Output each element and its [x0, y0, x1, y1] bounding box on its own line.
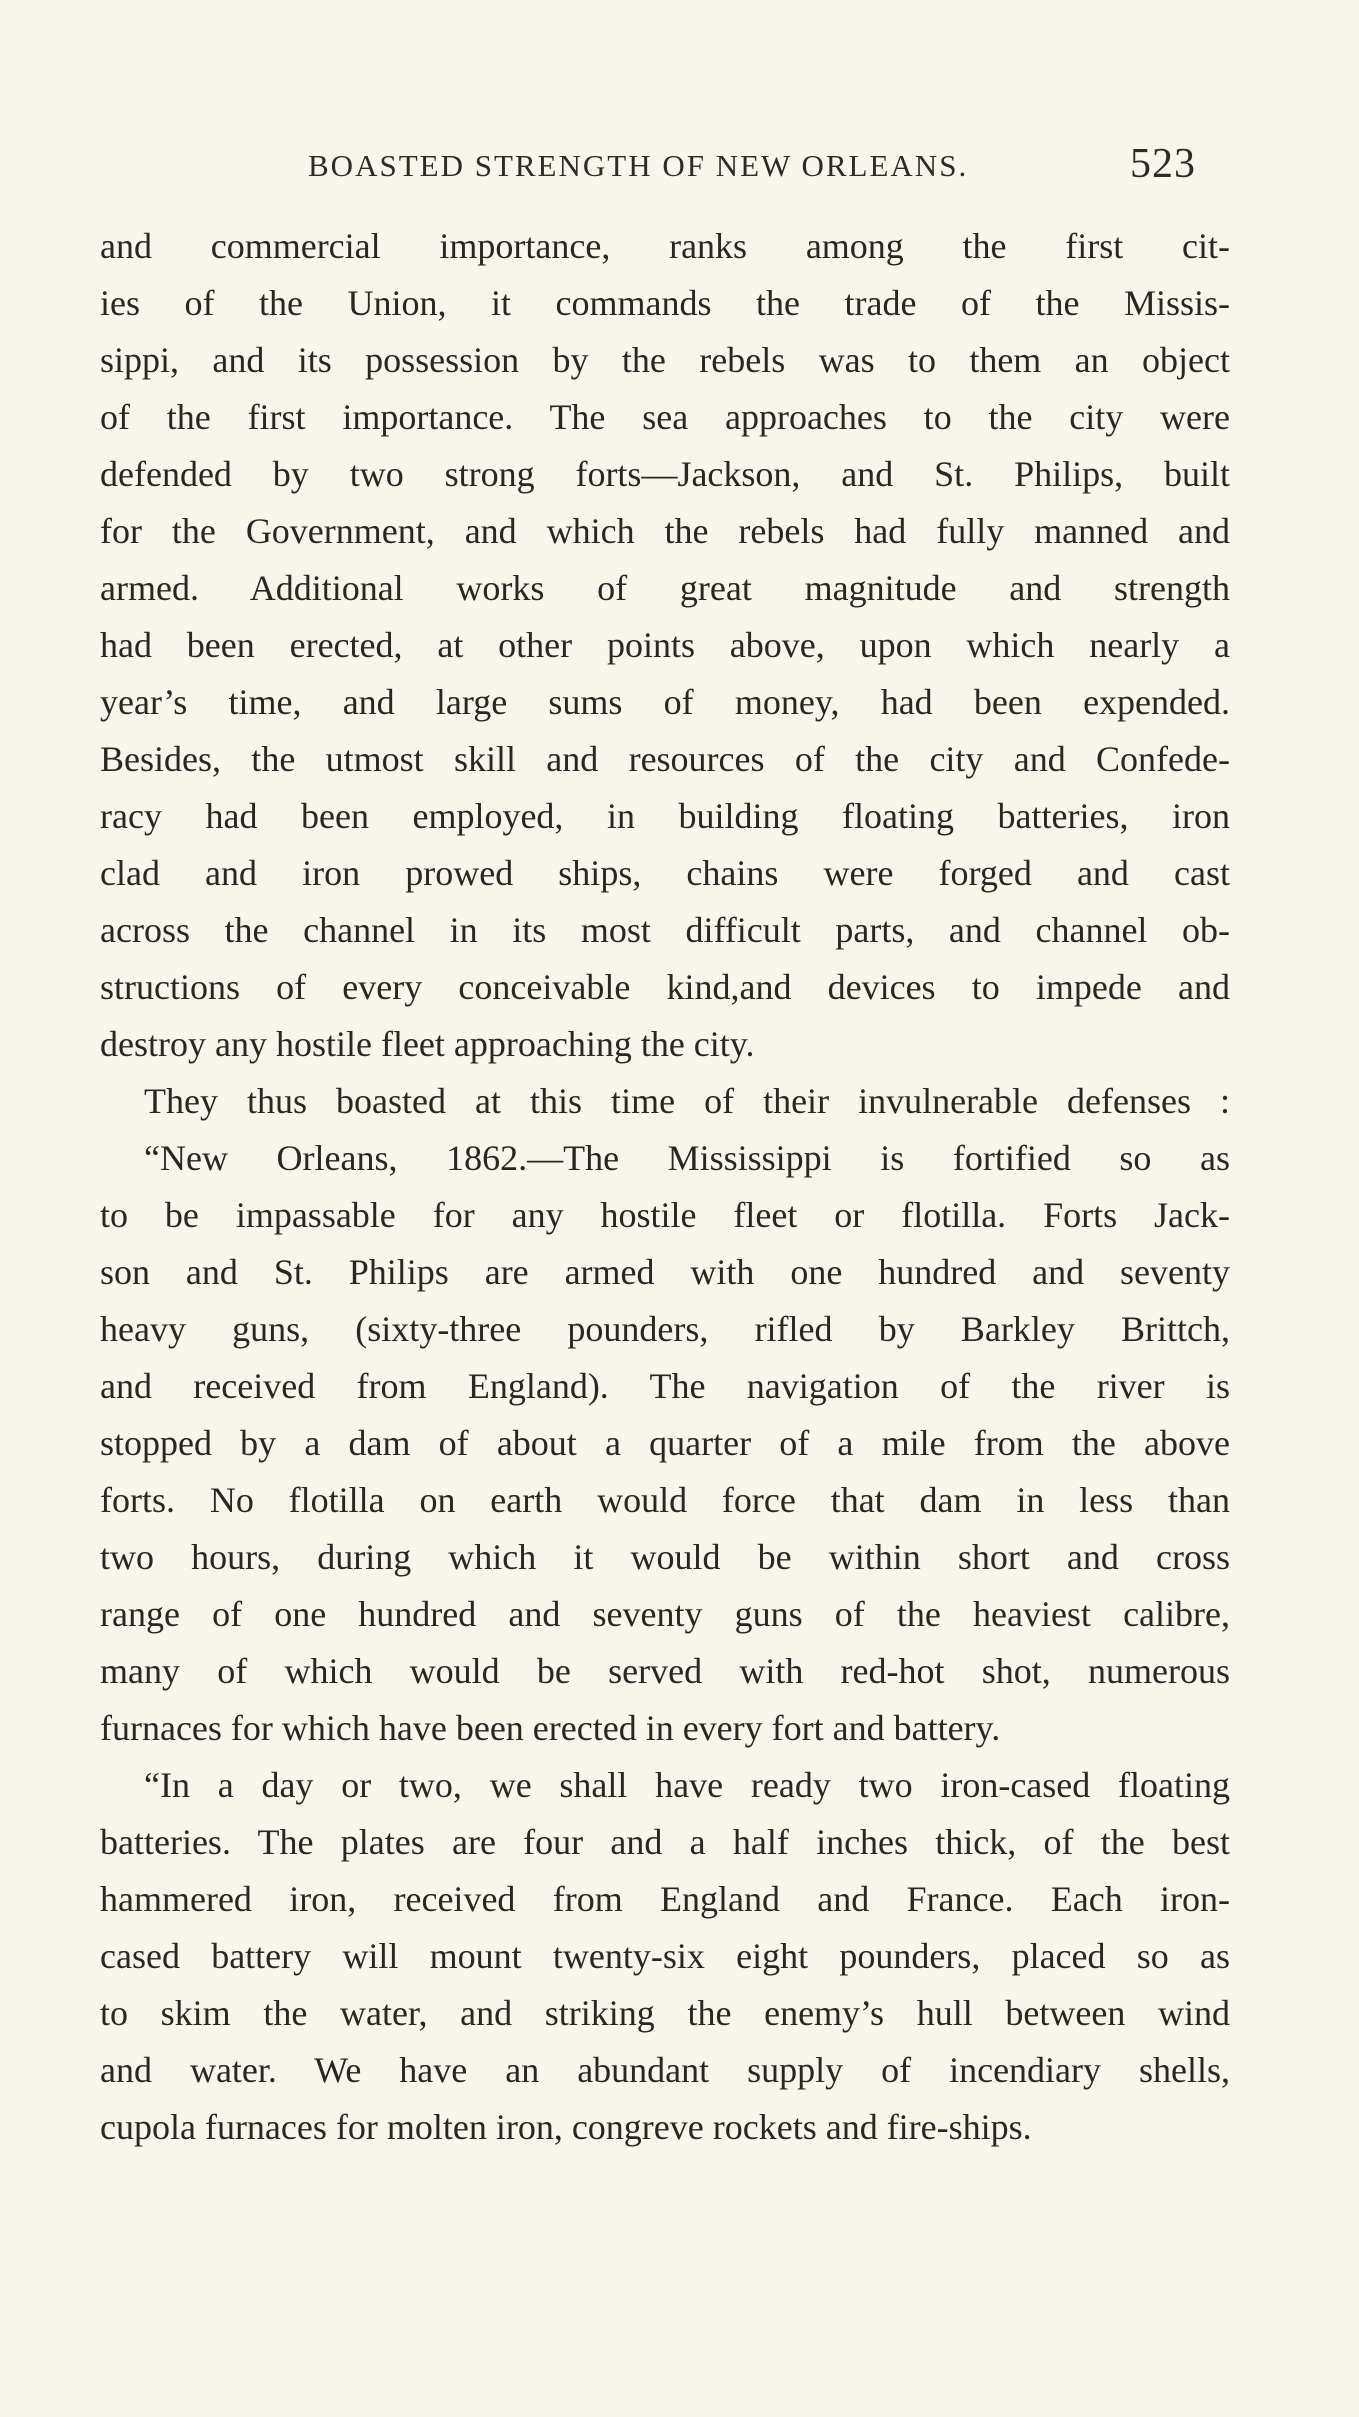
text-line: “New Orleans, 1862.—The Mississippi is fortified so as — [144, 1138, 1230, 1178]
text-line: They thus boasted at this time of their invulnerable defenses : — [144, 1081, 1230, 1121]
text-line: clad and iron prowed ships, chains were forged and cast — [100, 853, 1230, 893]
text-line: two hours, during which it would be within short and cross — [100, 1537, 1230, 1577]
text-line: defended by two strong forts—Jackson, and St. Philips, built — [100, 454, 1230, 494]
text-line: sippi, and its possession by the rebels was to them an object — [100, 340, 1230, 380]
body-text — [100, 218, 1230, 2156]
text-line: stopped by a dam of about a quarter of a mile from the above — [100, 1423, 1230, 1463]
text-line: racy had been employed, in building floating batteries, iron — [100, 796, 1230, 836]
text-line: hammered iron, received from England and France. Each iron- — [100, 1879, 1230, 1919]
text-line: cupola furnaces for molten iron, congreve rockets and fire-ships. — [100, 2107, 1032, 2147]
text-line: for the Government, and which the rebels had fully manned and — [100, 511, 1230, 551]
text-line: year’s time, and large sums of money, had been expended. — [100, 682, 1230, 722]
text-line: of the first importance. The sea approaches to the city were — [100, 397, 1230, 437]
running-title: BOASTED STRENGTH OF NEW ORLEANS. — [308, 148, 969, 183]
text-line: furnaces for which have been erected in every fort and battery. — [100, 1708, 1001, 1748]
text-line: forts. No flotilla on earth would force that dam in less than — [100, 1480, 1230, 1520]
text-line: across the channel in its most difficult parts, and channel ob- — [100, 910, 1230, 950]
page-number: 523 — [1130, 141, 1196, 187]
text-line: destroy any hostile fleet approaching the city. — [100, 1024, 755, 1064]
text-line: Besides, the utmost skill and resources of the city and Confede- — [100, 739, 1230, 779]
text-line: armed. Additional works of great magnitude and strength — [100, 568, 1230, 608]
text-line: structions of every conceivable kind,and devices to impede and — [100, 967, 1230, 1007]
text-line: and received from England). The navigation of the river is — [100, 1366, 1230, 1406]
text-line: many of which would be served with red-hot shot, numerous — [100, 1651, 1230, 1691]
text-line: “In a day or two, we shall have ready two iron-cased floating — [144, 1765, 1230, 1805]
text-line: to be impassable for any hostile fleet or flotilla. Forts Jack- — [100, 1195, 1230, 1235]
text-line: heavy guns, (sixty-three pounders, rifled by Barkley Brittch, — [100, 1309, 1230, 1349]
text-line: and commercial importance, ranks among the first cit- — [100, 226, 1230, 266]
text-line: had been erected, at other points above, upon which nearly a — [100, 625, 1230, 665]
text-line: to skim the water, and striking the enemy’s hull between wind — [100, 1993, 1230, 2033]
text-line: cased battery will mount twenty-six eight pounders, placed so as — [100, 1936, 1230, 1976]
text-line: range of one hundred and seventy guns of the heaviest calibre, — [100, 1594, 1230, 1634]
text-line: batteries. The plates are four and a half inches thick, of the best — [100, 1822, 1230, 1862]
text-line: and water. We have an abundant supply of incendiary shells, — [100, 2050, 1230, 2090]
text-line: son and St. Philips are armed with one hundred and seventy — [100, 1252, 1230, 1292]
text-line: ies of the Union, it commands the trade of the Missis- — [100, 283, 1230, 323]
running-head — [0, 140, 1359, 200]
